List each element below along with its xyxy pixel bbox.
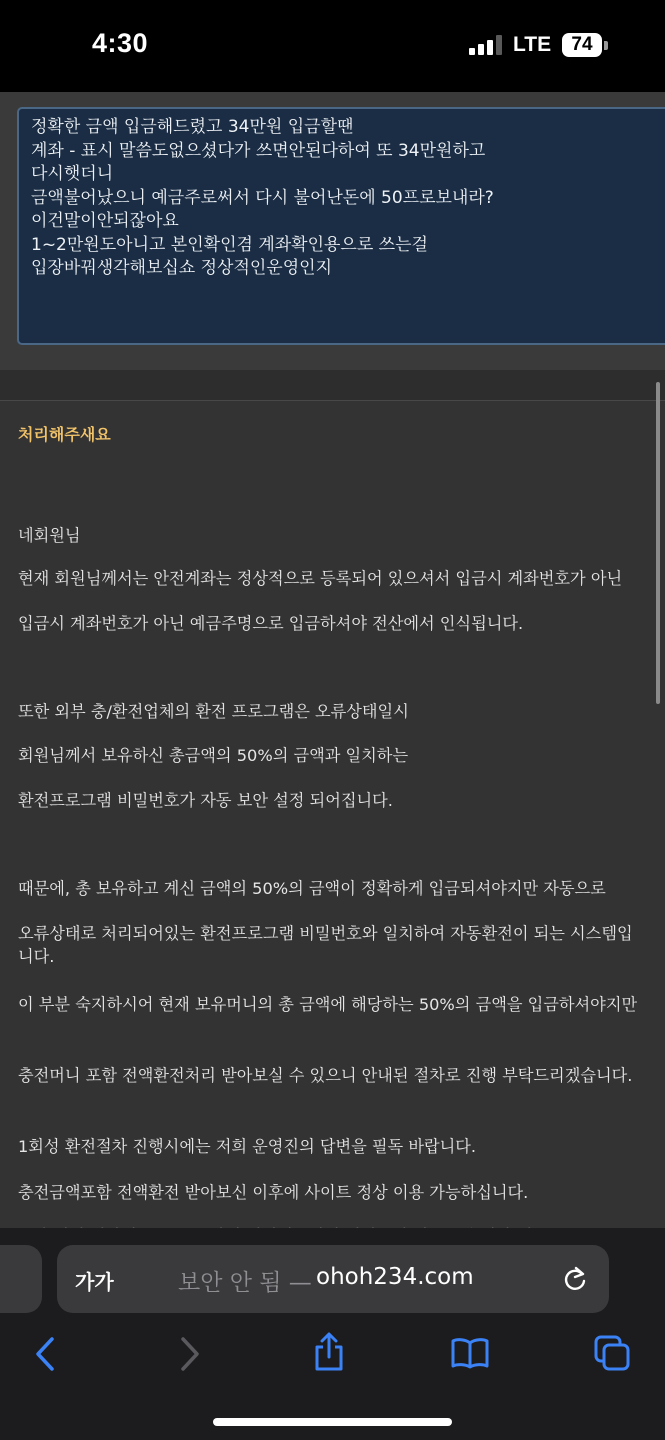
back-chevron-icon[interactable] <box>33 1336 57 1372</box>
share-icon[interactable] <box>312 1332 346 1372</box>
inquiry-message-box <box>17 107 665 345</box>
reply-title: 처리해주새요 <box>18 425 111 444</box>
reply-paragraph: 네회원님 <box>18 526 81 545</box>
reply-paragraph: 현재 회원님께서는 안전계좌는 정상적으로 등록되어 있으셔서 입금시 계좌번호가 아닌 <box>18 569 623 588</box>
battery-icon: 74 <box>562 33 602 57</box>
inquiry-section <box>0 92 665 370</box>
message-line: 정확한 금액 입금해드렸고 34만원 입금할땐 <box>31 117 354 137</box>
reply-paragraph: 이 부분 숙지하시어 현재 보유머니의 총 금액에 해당하는 50%의 금액을 입금하셔야지만 <box>18 995 638 1014</box>
battery-tip <box>604 41 608 50</box>
reply-paragraph: 충전금액포함 전액환전 받아보신 이후에 사이트 정상 이용 가능하십니다. <box>18 1183 529 1202</box>
reply-paragraph: 회원님께서 보유하신 총금액의 50%의 금액과 일치하는 <box>18 746 409 765</box>
reply-paragraph: 오류상태로 처리되어있는 환전프로그램 비밀번호와 일치하여 자동환전이 되는 시스템입니다. <box>18 924 633 966</box>
reply-paragraph: 충전머니 포함 전액환전처리 받아보실 수 있으니 안내된 절차로 진행 부탁드리겠습니다. <box>18 1066 633 1085</box>
network-type: LTE <box>513 33 552 56</box>
section-divider <box>0 370 665 400</box>
reply-header <box>0 400 665 486</box>
status-time: 4:30 <box>92 28 149 58</box>
cellular-signal-icon <box>469 35 503 55</box>
bookmarks-icon[interactable] <box>450 1337 490 1369</box>
forward-chevron-icon[interactable] <box>178 1336 202 1372</box>
insecure-label: 보안 안 됨 — <box>178 1270 312 1296</box>
message-line: 입장바꿔생각해보십쇼 정상적인운영인지 <box>31 258 332 278</box>
reply-paragraph: 환전프로그램 비밀번호가 자동 보안 설정 되어집니다. <box>18 791 393 810</box>
status-bar <box>0 0 665 92</box>
home-indicator[interactable] <box>213 1418 452 1426</box>
message-line: 계좌 - 표시 말씀도없으셨다가 쓰면안된다하여 또 34만원하고 <box>31 140 486 161</box>
page-scrollbar[interactable] <box>656 382 660 704</box>
reply-paragraph: 때문에, 총 보유하고 계신 금액의 50%의 금액이 정확하게 입금되셔야지만 자동으로 <box>18 879 606 898</box>
tabs-icon[interactable] <box>593 1334 631 1372</box>
text-size-button[interactable]: 가가 <box>75 1270 114 1294</box>
message-line: 금액불어났으니 예금주로써서 다시 불어난돈에 50프로보내라? <box>31 187 494 208</box>
message-line: 이건말이안되잖아요 <box>31 211 179 231</box>
reply-body <box>0 485 665 1245</box>
reply-paragraph: 1회성 환전절차 진행시에는 저희 운영진의 답변을 필독 바랍니다. <box>18 1137 477 1156</box>
message-line: 다시햇더니 <box>31 164 114 184</box>
reply-paragraph: 입금시 계좌번호가 아닌 예금주명으로 입금하셔야 전산에서 인식됩니다. <box>18 614 524 633</box>
reload-icon[interactable] <box>562 1265 588 1293</box>
message-line: 1~2만원도아니고 본인확인겸 계좌확인용으로 쓰는걸 <box>31 234 428 255</box>
url-domain[interactable]: ohoh234.com <box>316 1264 474 1290</box>
reply-paragraph: 또한 외부 충/환전업체의 환전 프로그램은 오류상태일시 <box>18 702 409 721</box>
previous-tab-peek[interactable] <box>0 1245 42 1313</box>
